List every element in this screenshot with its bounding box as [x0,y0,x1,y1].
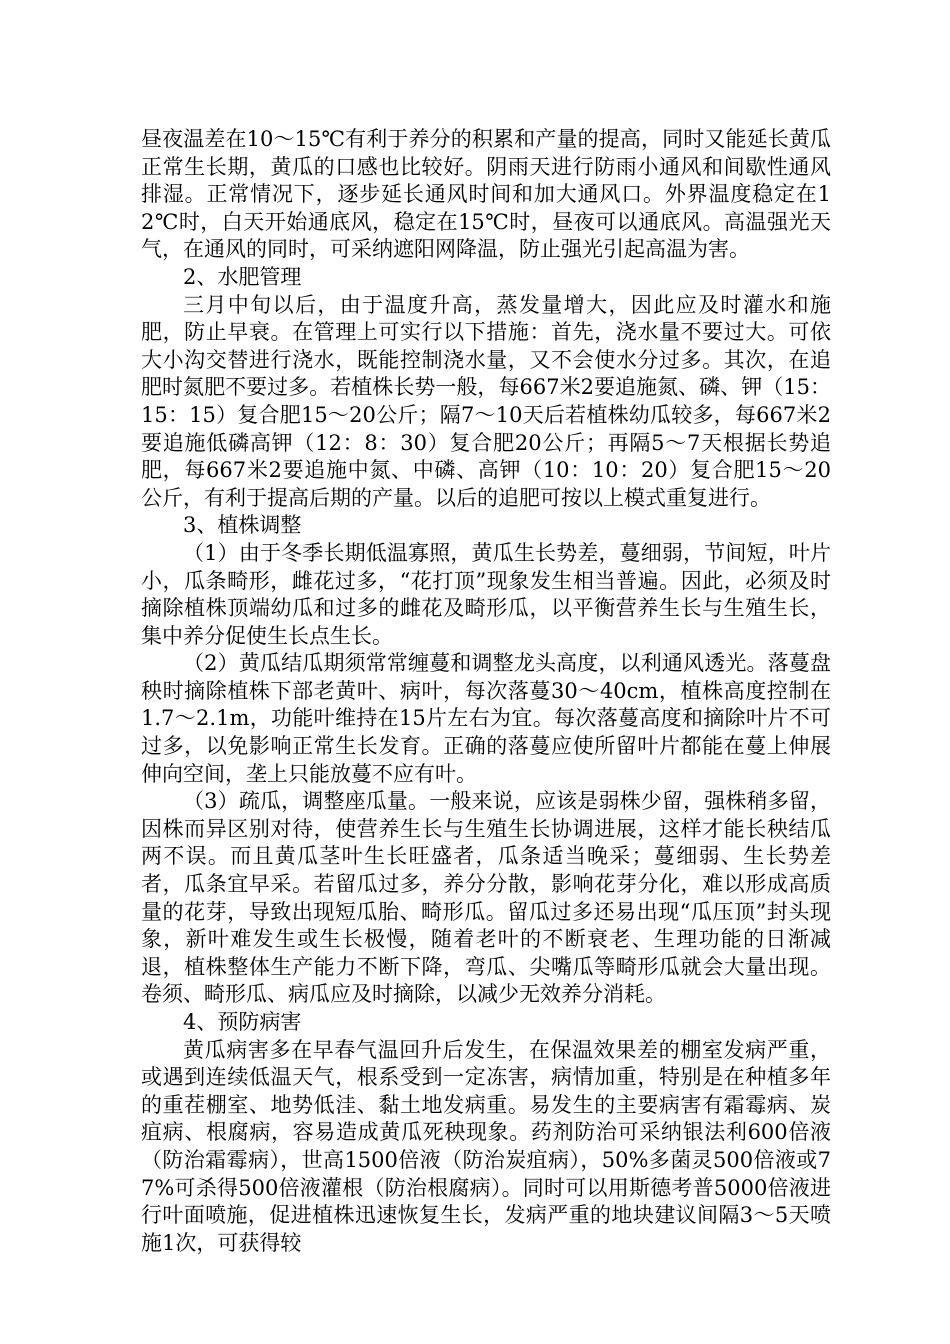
document-body [141,126,831,1257]
section-heading-water-fertilizer: 2、水肥管理 [183,264,302,289]
paragraph-disease-prevention: 黄瓜病害多在早春气温回升后发生，在保温效果差的棚室发病严重，或遇到连续低温天气，根系受到一定冻害，病情加重，特别是在种植多年的重茬棚室、地势低洼、黏土地发病重。易发生的主要病害有霜霉病、炭疽病、根腐病，容易造成黄瓜死秧现象。药剂防治可采纳银法利600倍液（防治霜霉病），世高1500倍液（防治炭疽病），50%多菌灵500倍液或77%可杀得500倍液灌根（防治根腐病）。同时可以用斯德考普5000倍液进行叶面喷施，促进植株迅速恢复生长，发病严重的地块建议间隔3～5天喷施1次，可获得较 [141,1037,831,1255]
paragraph-plant-adjustment-1: （1）由于冬季长期低温寡照，黄瓜生长势差，蔓细弱，节间短，叶片小，瓜条畸形，雌花过多，“花打顶”现象发生相当普遍。因此，必须及时摘除植株顶端幼瓜和过多的雌花及畸形瓜，以平衡营养生长与生殖生长，集中养分促使生长点生长。 [141,540,831,648]
paragraph-water-fertilizer: 三月中旬以后，由于温度升高，蒸发量增大，因此应及时灌水和施肥，防止早衰。在管理上可实行以下措施：首先，浇水量不要过大。可依大小沟交替进行浇水，既能控制浇水量，又不会使水分过多。其次，在追肥时氮肥不要过多。若植株长势一般，每667米2要追施氮、磷、钾（15：15：15）复合肥15～20公斤；隔7～10天后若植株幼瓜较多，每667米2要追施低磷高钾（12：8：30）复合肥20公斤；再隔5～7天根据长势追肥，每667米2要追施中氮、中磷、高钾（10：10：20）复合肥15～20公斤，有利于提高后期的产量。以后的追肥可按以上模式重复进行。 [141,292,831,510]
paragraph-plant-adjustment-3: （3）疏瓜，调整座瓜量。一般来说，应该是弱株少留，强株稍多留，因株而异区别对待，使营养生长与生殖生长协调进展，这样才能长秧结瓜两不误。而且黄瓜茎叶生长旺盛者，瓜条适当晚采；蔓细弱、生长势差者，瓜条宜早采。若留瓜过多，养分分散，影响花芽分化，难以形成高质量的花芽，导致出现短瓜胎、畸形瓜。留瓜过多还易出现“瓜压顶”封头现象，新叶难发生或生长极慢，随着老叶的不断衰老、生理功能的日渐减退，植株整体生产能力不断下降，弯瓜、尖嘴瓜等畸形瓜就会大量出现。卷须、畸形瓜、病瓜应及时摘除，以减少无效养分消耗。 [141,789,831,1007]
section-heading-plant-adjustment: 3、植株调整 [183,513,302,538]
section-heading-disease-prevention: 4、预防病害 [183,1010,302,1034]
paragraph-temperature: 昼夜温差在10～15℃有利于养分的积累和产量的提高，同时又能延长黄瓜正常生长期，黄瓜的口感也比较好。阴雨天进行防雨小通风和间歇性通风排湿。正常情况下，逐步延长通风时间和加大通风口。外界温度稳定在12℃时，白天开始通底风，稳定在15℃时，昼夜可以通底风。高温强光天气，在通风的同时，可采纳遮阳网降温，防止强光引起高温为害。 [141,127,831,262]
paragraph-plant-adjustment-2: （2）黄瓜结瓜期须常常缠蔓和调整龙头高度，以利通风透光。落蔓盘秧时摘除植株下部老黄叶、病叶，每次落蔓30～40cm，植株高度控制在1.7～2.1m，功能叶维持在15片左右为宜。每次落蔓高度和摘除叶片不可过多，以免影响正常生长发育。正确的落蔓应使所留叶片都能在蔓上伸展伸向空间，垄上只能放蔓不应有叶。 [141,651,831,786]
